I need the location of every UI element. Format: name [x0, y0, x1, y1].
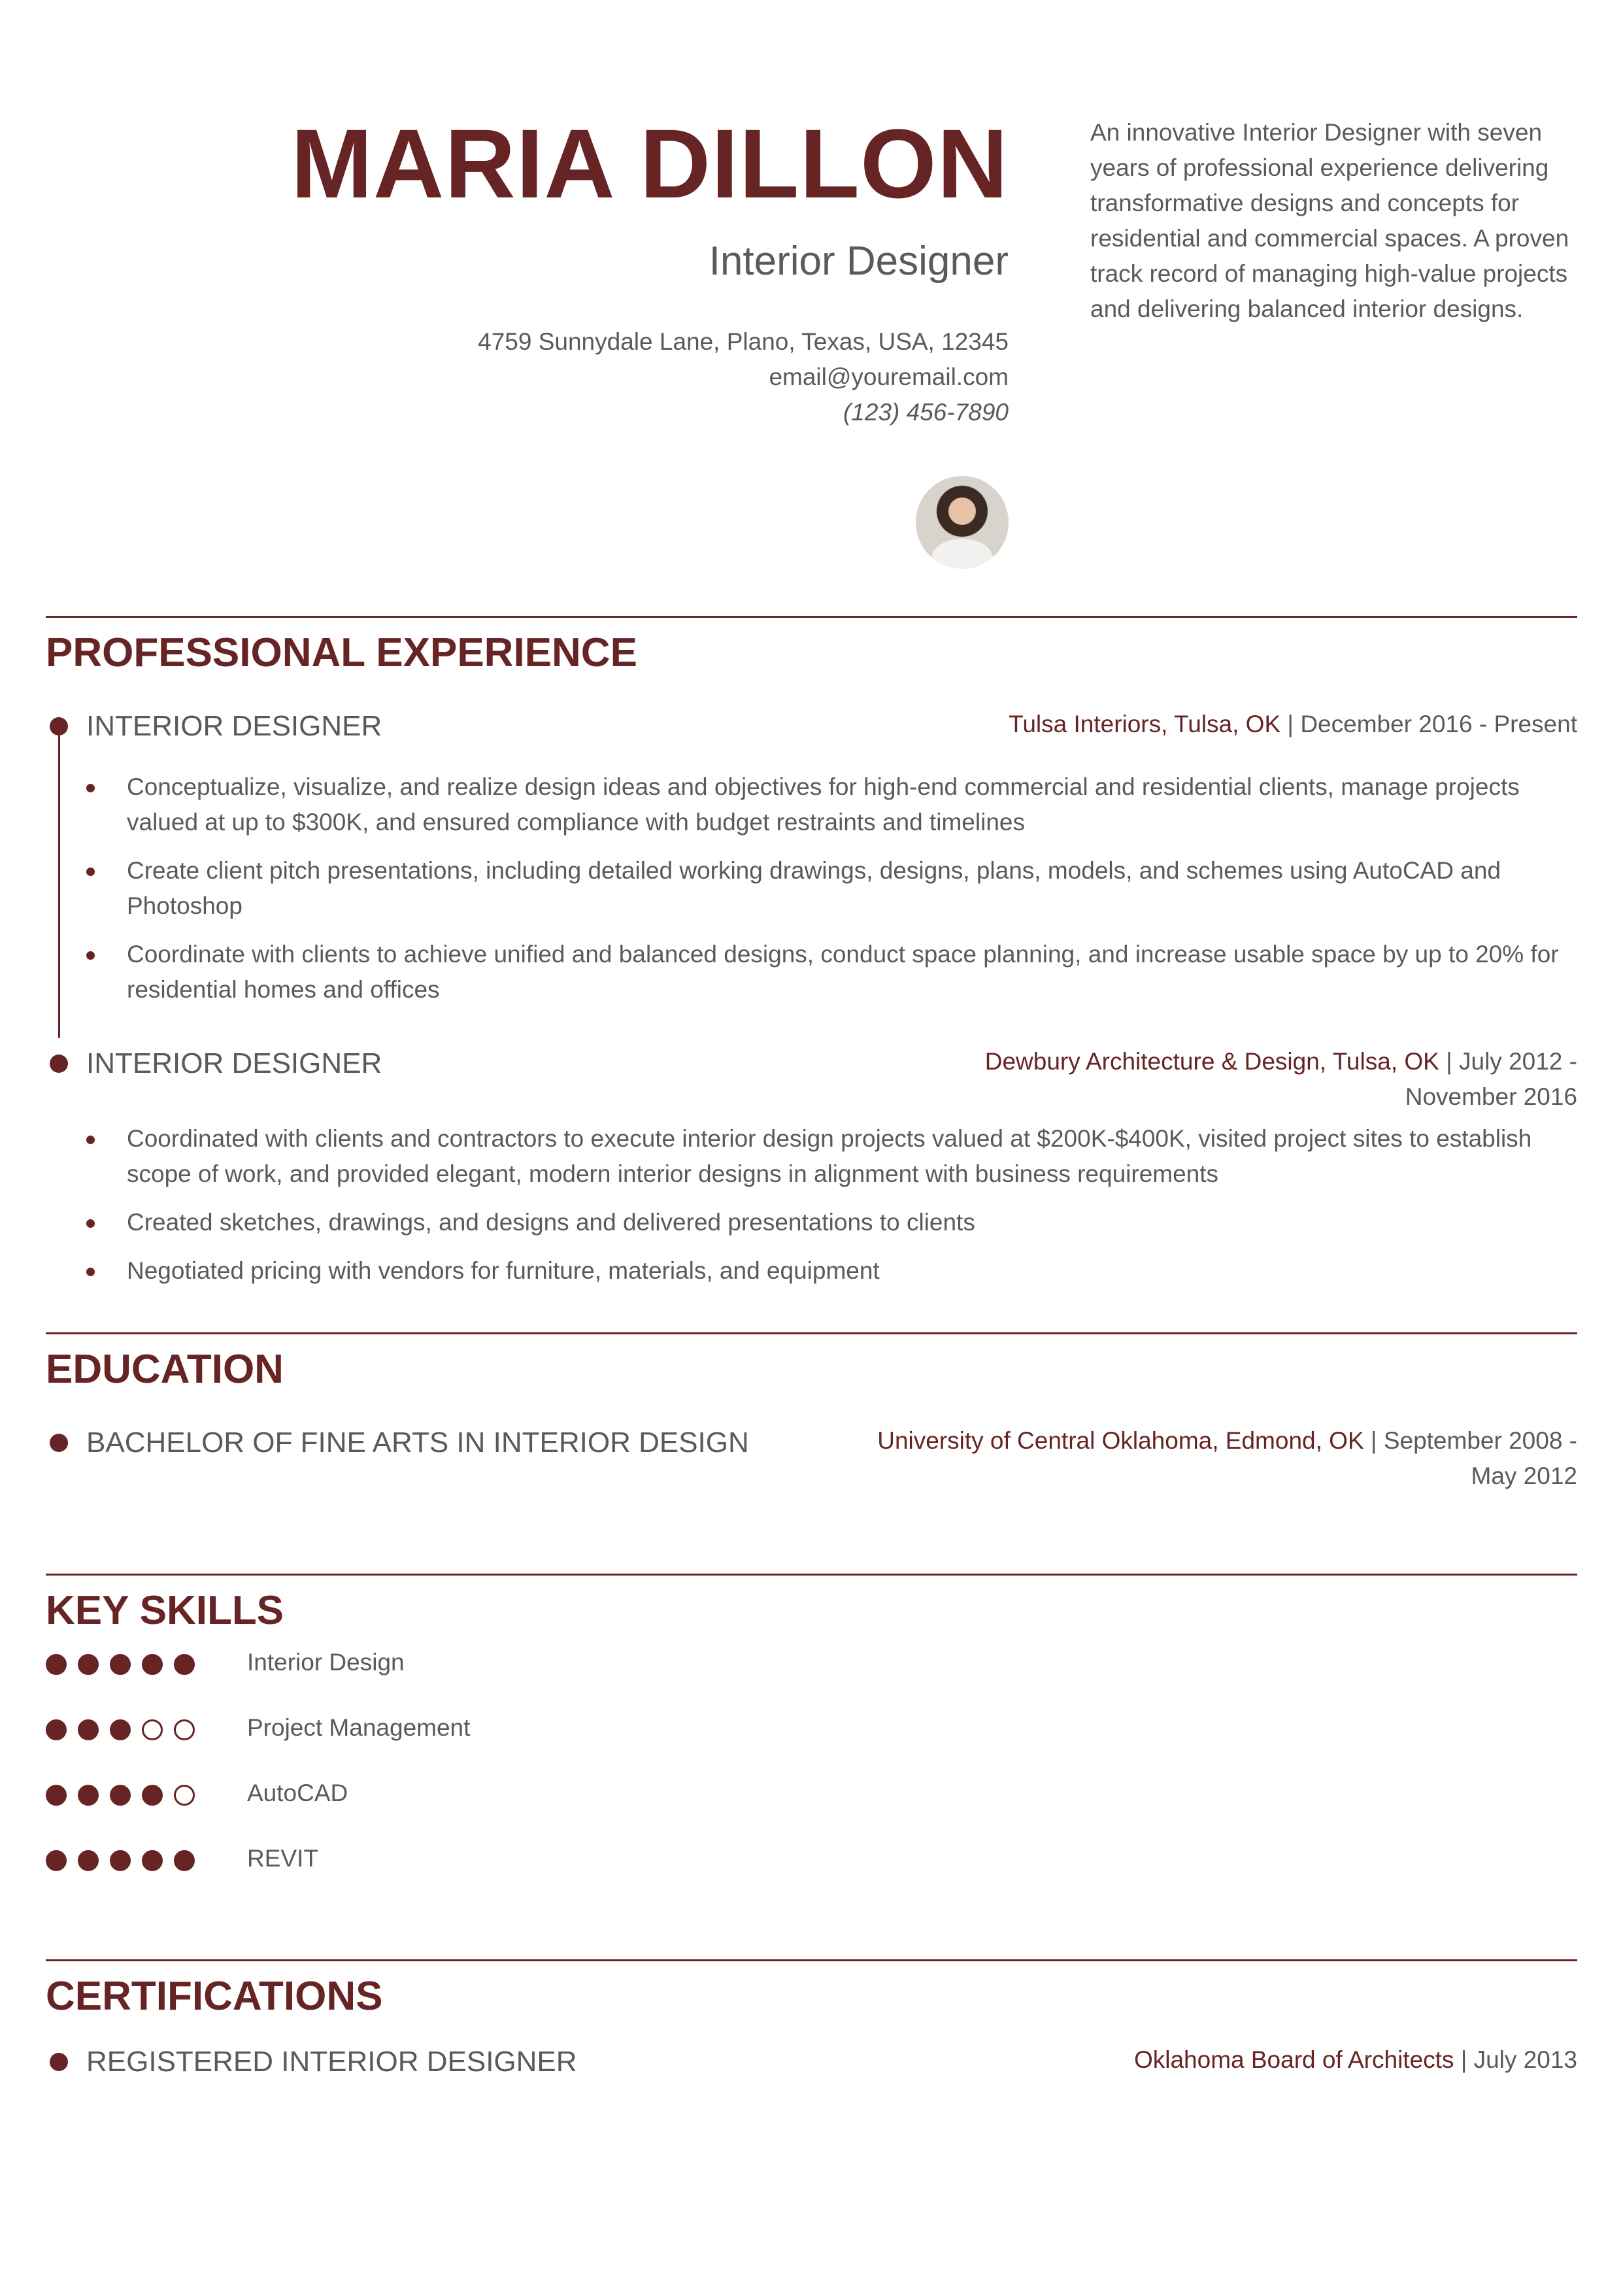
meta-separator: |: [1280, 711, 1301, 737]
timeline-dot: [50, 1434, 68, 1452]
timeline-dot: [50, 1055, 68, 1073]
rating-dot-filled: [110, 1719, 131, 1740]
rating-dot-filled: [110, 1850, 131, 1871]
rating-dot-empty: [174, 1785, 195, 1806]
education-entry: [46, 1423, 1577, 1494]
rating-dot-filled: [78, 1850, 99, 1871]
job-bullets: [46, 769, 1577, 1007]
rating-dot-filled: [174, 1654, 195, 1675]
resume-header: [0, 0, 1623, 588]
rating-dot-filled: [78, 1719, 99, 1740]
bullet-item: Negotiated pricing with vendors for furniture, materials, and equipment: [46, 1253, 1577, 1289]
skill-row: [46, 1776, 1577, 1841]
skill-row: [46, 1645, 1577, 1710]
section-divider: [46, 1574, 1577, 1576]
skill-rating: [46, 1654, 206, 1675]
meta-separator: |: [1364, 1427, 1384, 1454]
rating-dot-filled: [110, 1654, 131, 1675]
rating-dot-filled: [46, 1719, 67, 1740]
skill-name: AutoCAD: [247, 1780, 348, 1806]
skills-section: [46, 1574, 1577, 1906]
certification-meta: [1134, 2042, 1577, 2078]
experience-section: [46, 616, 1577, 1302]
timeline-dot: [50, 2053, 68, 2071]
email: email@youremail.com: [769, 363, 1009, 390]
job-role: INTERIOR DESIGNER: [86, 1047, 382, 1079]
skill-name: Project Management: [247, 1714, 471, 1741]
section-title: EDUCATION: [46, 1347, 284, 1392]
certification-name: REGISTERED INTERIOR DESIGNER: [86, 2046, 577, 2078]
address: 4759 Sunnydale Lane, Plano, Texas, USA, 12345: [478, 328, 1009, 355]
rating-dot-empty: [142, 1719, 163, 1740]
section-divider: [46, 1959, 1577, 1961]
certification-entry: [46, 2042, 1577, 2082]
timeline-dot: [50, 717, 68, 735]
contact-block: [159, 324, 1009, 430]
candidate-name: MARIA DILLON: [291, 109, 1009, 218]
skill-row: [46, 1710, 1577, 1776]
skill-name: Interior Design: [247, 1649, 405, 1676]
education-dates: September 2008 - May 2012: [1383, 1427, 1577, 1489]
rating-dot-filled: [110, 1785, 131, 1806]
job-company: Tulsa Interiors, Tulsa, OK: [1009, 711, 1281, 737]
job-dates: July 2012 - November 2016: [1405, 1048, 1577, 1110]
job-entry: [46, 707, 1577, 1007]
job-company: Dewbury Architecture & Design, Tulsa, OK: [984, 1048, 1439, 1075]
meta-separator: |: [1439, 1048, 1459, 1075]
job-role: INTERIOR DESIGNER: [86, 710, 382, 742]
section-divider: [46, 1332, 1577, 1334]
job-dates: December 2016 - Present: [1300, 711, 1577, 737]
profile-summary: An innovative Interior Designer with seven years of professional experience delivering transformative designs and concepts for residential and commercial spaces. A proven track record of managing high-value projects and delivering balanced interior designs.: [1090, 119, 1569, 322]
section-divider: [46, 616, 1577, 618]
rating-dot-filled: [46, 1654, 67, 1675]
job-bullets: [46, 1121, 1577, 1289]
rating-dot-filled: [46, 1850, 67, 1871]
job-title: Interior Designer: [709, 239, 1009, 284]
job-meta: [1009, 707, 1577, 742]
avatar: [916, 476, 1009, 569]
skill-name: REVIT: [247, 1845, 318, 1872]
bullet-item: Create client pitch presentations, including detailed working drawings, designs, plans, models, and schemes using AutoCAD and Photoshop: [46, 853, 1577, 924]
bullet-item: Coordinate with clients to achieve unified and balanced designs, conduct space planning, and increase usable space by up to 20% for residential homes and offices: [46, 937, 1577, 1007]
section-title: PROFESSIONAL EXPERIENCE: [46, 630, 637, 675]
bullet-item: Conceptualize, visualize, and realize design ideas and objectives for high-end commercial and residential clients, manage projects valued at up to $300K, and ensured compliance with budget restraints and timelines: [46, 769, 1577, 840]
skill-rating: [46, 1785, 206, 1806]
education-meta: [832, 1423, 1577, 1494]
rating-dot-filled: [78, 1654, 99, 1675]
school-name: University of Central Oklahoma, Edmond, OK: [877, 1427, 1364, 1454]
job-entry: [46, 1044, 1577, 1289]
section-title: CERTIFICATIONS: [46, 1974, 383, 2019]
certification-issuer: Oklahoma Board of Architects: [1133, 2046, 1454, 2073]
rating-dot-filled: [78, 1785, 99, 1806]
header-identity: [159, 105, 1009, 430]
rating-dot-empty: [174, 1719, 195, 1740]
bullet-item: Created sketches, drawings, and designs and delivered presentations to clients: [46, 1205, 1577, 1240]
job-meta: [871, 1044, 1577, 1115]
rating-dot-filled: [142, 1654, 163, 1675]
section-title: KEY SKILLS: [46, 1588, 284, 1633]
skills-list: [46, 1645, 1577, 1906]
education-section: [46, 1332, 1577, 1494]
rating-dot-filled: [142, 1785, 163, 1806]
certification-date: July 2013: [1473, 2046, 1577, 2073]
phone: (123) 456-7890: [843, 399, 1009, 426]
rating-dot-filled: [46, 1785, 67, 1806]
bullet-item: Coordinated with clients and contractors to execute interior design projects valued at $200K-$400K, visited project sites to establish scope of work, and provided elegant, modern interior designs in alignment with business requirements: [46, 1121, 1577, 1192]
skill-rating: [46, 1850, 206, 1871]
meta-separator: |: [1454, 2046, 1474, 2073]
rating-dot-filled: [142, 1850, 163, 1871]
skill-rating: [46, 1719, 206, 1740]
degree-name: BACHELOR OF FINE ARTS IN INTERIOR DESIGN: [86, 1427, 749, 1459]
skill-row: [46, 1841, 1577, 1906]
rating-dot-filled: [174, 1850, 195, 1871]
certifications-section: [46, 1959, 1577, 2082]
